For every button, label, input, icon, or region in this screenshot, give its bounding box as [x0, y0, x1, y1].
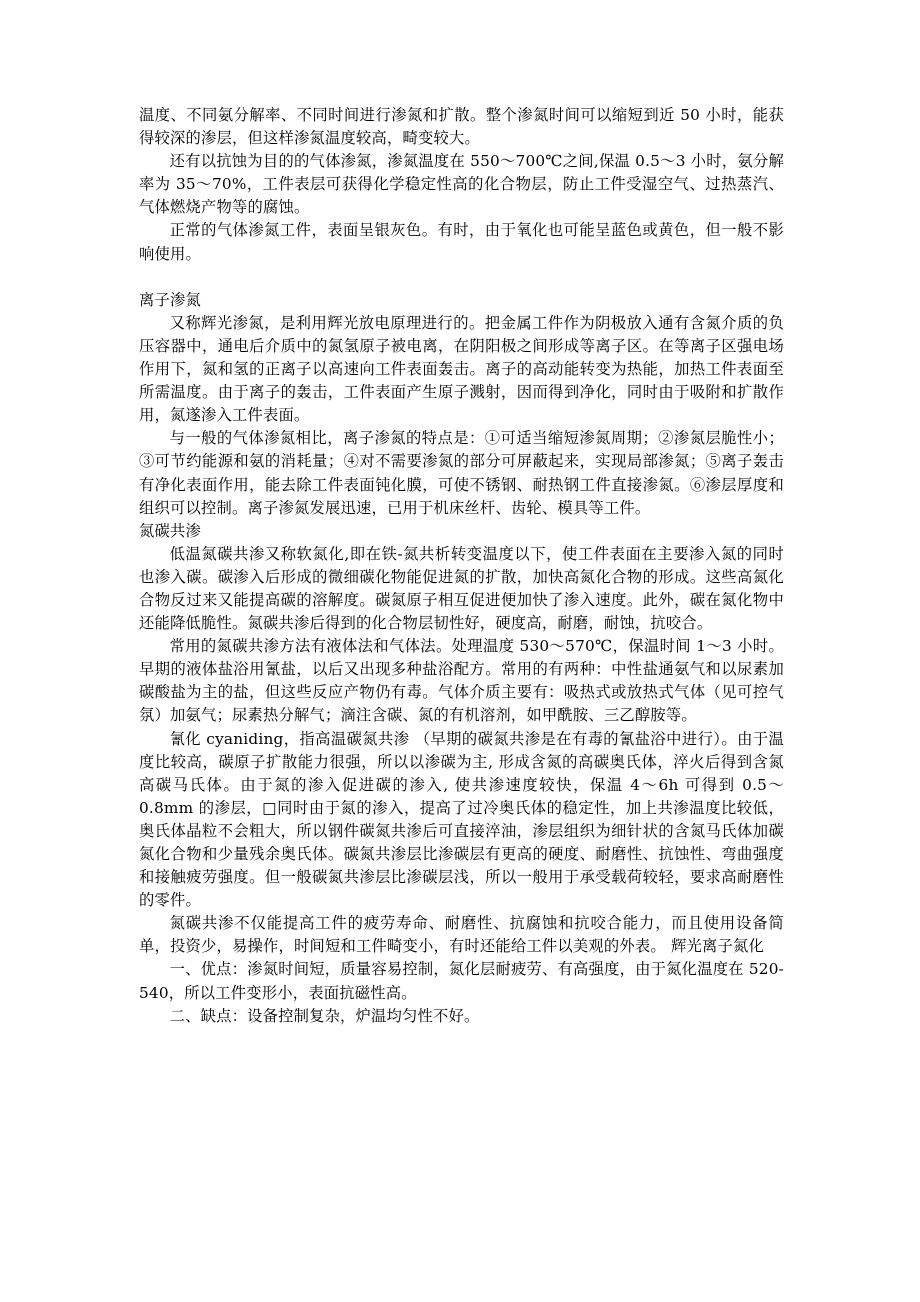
document-page	[139, 104, 784, 1028]
paragraph-cyaniding: 氰化 cyaniding，指高温碳氮共渗 （早期的碳氮共渗是在有毒的氰盐浴中进行）。由于温度比较高，碳原子扩散能力很强，所以以渗碳为主, 形成含氮的高碳奥氏体，淬火后得到含氮高碳马氏体。由于氮的渗入促进碳的渗入, 使共渗速度较快，保温 4～6h 可得到 0.5～0.8mm 的渗层，□同时由于氮的渗入，提高了过冷奥氏体的稳定性，加上共渗温度比较低，奥氏体晶粒不会粗大，所以钢件碳氮共渗后可直接淬油，渗层组织为细针状的含氮马氏体加碳氮化合物和少量残余奥氏体。碳氮共渗层比渗碳层有更高的硬度、耐磨性、抗蚀性、弯曲强度和接触疲劳强度。但一般碳氮共渗层比渗碳层浅，所以一般用于承受载荷较轻，要求高耐磨性的零件。	[139, 729, 784, 910]
paragraph-disadvantages: 二、缺点：设备控制复杂，炉温均匀性不好。	[169, 1006, 480, 1025]
heading-nitrocarburizing: 氮碳共渗	[139, 521, 201, 540]
paragraph-low-temp-nitrocarburizing: 低温氮碳共渗又称软氮化,即在铁-氮共析转变温度以下，使工件表面在主要渗入氮的同时也渗入碳。碳渗入后形成的微细碳化物能促进氮的扩散，加快高氮化合物的形成。这些高氮化合物反过来又能提高碳的溶解度。碳氮原子相互促进便加快了渗入速度。此外，碳在氮化物中还能降低脆性。氮碳共渗后得到的化合物层韧性好，硬度高，耐磨，耐蚀，抗咬合。	[139, 544, 784, 633]
paragraph-advantages: 一、优点：渗氮时间短，质量容易控制，氮化层耐疲劳、有高强度，由于氮化温度在 520-540，所以工件变形小，表面抗磁性高。	[139, 960, 784, 1002]
paragraph-continued: 温度、不同氨分解率、不同时间进行渗氮和扩散。整个渗氮时间可以缩短到近 50 小时，能获得较深的渗层，但这样渗氮温度较高，畸变较大。	[139, 106, 784, 148]
paragraph-nitrocarburizing-benefits: 氮碳共渗不仅能提高工件的疲劳寿命、耐磨性、抗腐蚀和抗咬合能力，而且使用设备简单，投资少，易操作，时间短和工件畸变小，有时还能给工件以美观的外表。 辉光离子氮化	[139, 914, 784, 956]
paragraph-nitrocarburizing-methods: 常用的氮碳共渗方法有液体法和气体法。处理温度 530～570℃，保温时间 1～3 小时。早期的液体盐浴用氰盐，以后又出现多种盐浴配方。常用的有两种：中性盐通氨气和以尿素加碳酸盐为主的盐，但这些反应产物仍有毒。气体介质主要有：吸热式或放热式气体（见可控气氛）加氨气；尿素热分解气；滴注含碳、氮的有机溶剂，如甲酰胺、三乙醇胺等。	[139, 637, 784, 725]
paragraph-ion-nitriding-features: 与一般的气体渗氮相比，离子渗氮的特点是：①可适当缩短渗氮周期；②渗氮层脆性小；③可节约能源和氨的消耗量；④对不需要渗氮的部分可屏蔽起来，实现局部渗氮；⑤离子轰击有净化表面作用，能去除工件表面钝化膜，可使不锈钢、耐热钢工件直接渗氮。⑥渗层厚度和组织可以控制。离子渗氮发展迅速，已用于机床丝杆、齿轮、模具等工件。	[139, 429, 784, 517]
heading-ion-nitriding: 离子渗氮	[139, 290, 201, 309]
paragraph-corrosion-nitriding: 还有以抗蚀为目的的气体渗氮，渗氮温度在 550～700℃之间,保温 0.5～3 小时，氨分解率为 35～70%，工件表层可获得化学稳定性高的化合物层，防止工件受湿空气、过热蒸汽、气体燃烧产物等的腐蚀。	[139, 152, 784, 217]
blank-line	[139, 266, 784, 289]
paragraph-ion-nitriding-principle: 又称辉光渗氮，是利用辉光放电原理进行的。把金属工件作为阴极放入通有含氮介质的负压容器中，通电后介质中的氮氢原子被电离，在阴阳极之间形成等离子区。在等离子区强电场作用下，氮和氢的正离子以高速向工件表面轰击。离子的高动能转变为热能，加热工件表面至所需温度。由于离子的轰击，工件表面产生原子溅射，因而得到净化，同时由于吸附和扩散作用，氮遂渗入工件表面。	[139, 313, 784, 425]
paragraph-surface-color: 正常的气体渗氮工件，表面呈银灰色。有时，由于氧化也可能呈蓝色或黄色，但一般不影响使用。	[139, 221, 784, 263]
